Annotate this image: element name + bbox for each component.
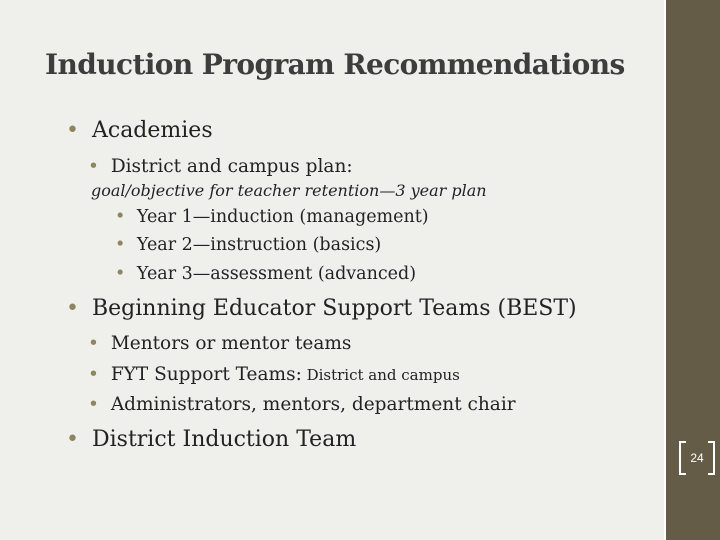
bullet-text: Mentors or mentor teams [110,333,352,354]
bullet-best [66,296,577,321]
bullet-district-induction-team [66,427,356,452]
bullet-marker: • [66,296,79,321]
bullet-marker: • [66,427,79,452]
bullet-marker: • [66,118,79,143]
bullet-text: Academies [91,118,213,143]
bullet-text: Beginning Educator Support Teams (BEST) [91,296,577,321]
bullet-marker: • [88,156,99,177]
bullet-marker: • [115,235,126,255]
page-number: 24 [690,451,704,465]
bullet-text: FYT Support Teams: [110,364,302,385]
bullet-text: District Induction Team [91,427,357,452]
bullet-year-1 [115,207,429,227]
bullet-text: Year 2—instruction (basics) [136,235,382,255]
bullet-marker: • [115,207,126,227]
bullet-text: Administrators, mentors, department chair [110,394,516,415]
bullet-marker: • [88,333,99,354]
bullet-marker: • [88,394,99,415]
bullet-fyt-support-teams [88,364,460,385]
slide-title: Induction Program Recommendations [45,48,625,81]
plan-note: goal/objective for teacher retention—3 year plan [91,181,487,200]
bullet-text: Year 3—assessment (advanced) [136,264,417,284]
bullet-year-2 [115,235,381,255]
page-number-badge [677,440,717,476]
bullet-text: District and campus plan: [110,156,353,177]
bullet-marker: • [88,364,99,385]
bullet-suffix: District and campus [301,366,460,384]
bullet-mentors [88,333,351,354]
bullet-administrators [88,394,516,415]
bullet-year-3 [115,264,416,284]
bullet-district-campus-plan [88,156,353,177]
bullet-academies [66,118,213,143]
bullet-text: Year 1—induction (management) [136,207,429,227]
bullet-marker: • [115,264,126,284]
